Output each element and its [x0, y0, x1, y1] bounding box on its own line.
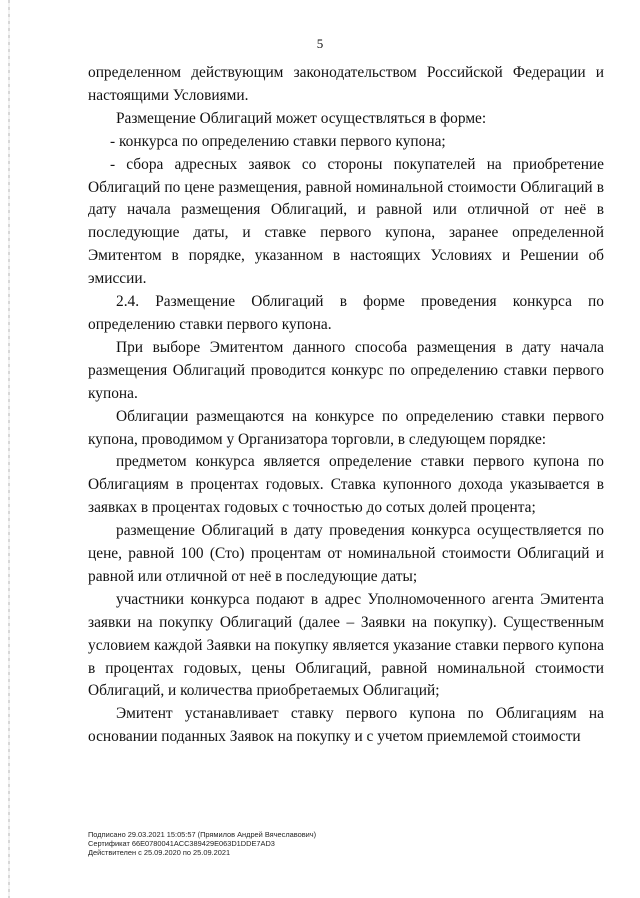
list-item: - конкурса по определению ставки первого купона;: [110, 132, 446, 150]
paragraph: Размещение Облигаций может осуществляться в форме:: [116, 109, 487, 127]
paragraph: участники конкурса подают в адрес Уполномоченного агента Эмитента заявки на покупку Облигаций (далее – Заявки на покупку). Существенным условием каждой Заявки на покупку является указание ставки первого купона в процентах годовых, цены Облигаций, равной номинальной стоимости Облигаций, и количества приобретаемых Облигаций;: [88, 590, 604, 700]
scan-edge: [8, 0, 10, 898]
paragraph: При выборе Эмитентом данного способа размещения в дату начала размещения Облигаций проводится конкурс по определению ставки первого купона.: [88, 338, 604, 402]
paragraph: Облигации размещаются на конкурсе по определению ставки первого купона, проводимом у Организатора торговли, в следующем порядке:: [88, 407, 604, 448]
paragraph: предметом конкурса является определение ставки первого купона по Облигациям в процентах годовых. Ставка купонного дохода указывается в заявках в процентах годовых с точностью до сотых долей процента;: [88, 453, 604, 517]
list-item: - сбора адресных заявок со стороны покупателей на приобретение Облигаций по цене размещения, равной номинальной стоимости Облигаций в дату начала размещения Облигаций, и равной или отличной от неё в последующие даты, и ставке первого купона, заранее определенной Эмитентом в порядке, указанном в настоящих Условиях и Решении об эмиссии.: [88, 155, 604, 288]
document-body: [88, 62, 604, 749]
paragraph: размещение Облигаций в дату проведения конкурса осуществляется по цене, равной 100 (Сто) процентам от номинальной стоимости Облигаций и равной или отличной от неё в последующие даты;: [88, 522, 604, 585]
digital-signature-stamp: [88, 830, 316, 857]
paragraph: определенном действующим законодательством Российской Федерации и настоящими Условиями.: [88, 64, 604, 104]
signature-signed-line: Подписано 29.03.2021 15:05:57 (Прямилов Андрей Вячеславович): [88, 830, 317, 839]
signature-certificate-line: Сертификат 66E0780041ACC389429E063D1DDE7AD3: [88, 839, 275, 848]
page-number: 5: [316, 36, 324, 51]
paragraph: Эмитент устанавливает ставку первого купона по Облигациям на основании поданных Заявок на покупку и с учетом приемлемой стоимости: [88, 705, 604, 746]
section-heading: 2.4. Размещение Облигаций в форме проведения конкурса по определению ставки первого купона.: [88, 293, 604, 333]
signature-validity-line: Действителен с 25.09.2020 по 25.09.2021: [88, 848, 231, 857]
